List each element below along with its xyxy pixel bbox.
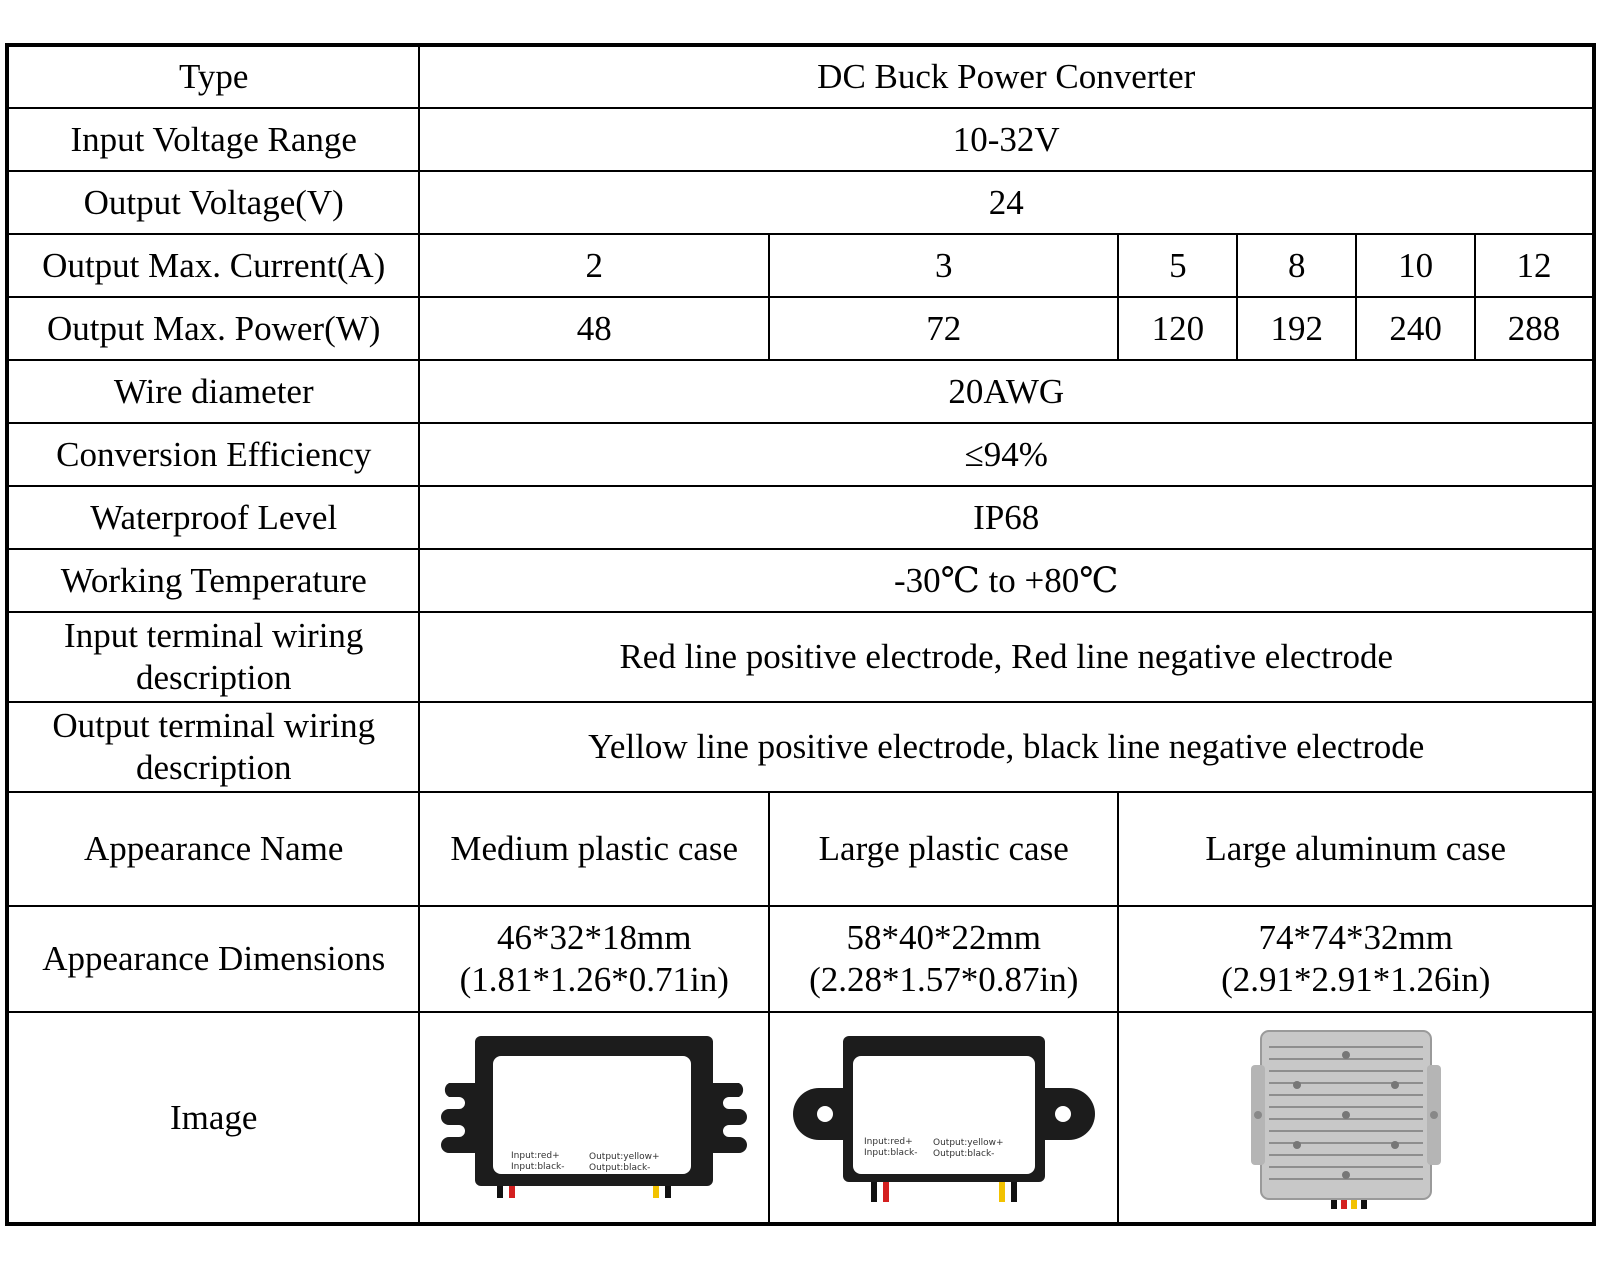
dimension-mm: 74*74*32mm	[1258, 918, 1453, 957]
row-input-wiring	[7, 612, 1594, 702]
label-output-current: Output Max. Current(A)	[7, 234, 419, 297]
label-output-voltage: Output Voltage(V)	[7, 171, 419, 234]
label-line: Output terminal wiring	[52, 706, 376, 745]
label-appearance-name: Appearance Name	[7, 792, 419, 906]
value-input-voltage: 10-32V	[419, 108, 1594, 171]
dimension-in: (2.28*1.57*0.87in)	[809, 960, 1079, 999]
value-wire-diameter: 20AWG	[419, 360, 1594, 423]
large-plastic-case-icon	[789, 1028, 1099, 1208]
aluminum-case-icon	[1201, 1025, 1511, 1211]
dimension-cell	[419, 906, 768, 1012]
label-text: Input:red+	[511, 1150, 560, 1161]
value-waterproof: IP68	[419, 486, 1594, 549]
appearance-name-cell: Large plastic case	[769, 792, 1118, 906]
row-temperature	[7, 549, 1594, 612]
label-line: Input terminal wiring	[64, 616, 364, 655]
row-output-voltage	[7, 171, 1594, 234]
row-type	[7, 45, 1594, 108]
value-type: DC Buck Power Converter	[419, 45, 1594, 108]
dimension-in: (1.81*1.26*0.71in)	[459, 960, 729, 999]
value-input-wiring: Red line positive electrode, Red line negative electrode	[419, 612, 1594, 702]
current-cell: 3	[769, 234, 1118, 297]
current-cell: 2	[419, 234, 768, 297]
power-cell: 72	[769, 297, 1118, 360]
image-cell	[1118, 1012, 1594, 1224]
image-cell	[419, 1012, 768, 1224]
label-appearance-dimensions: Appearance Dimensions	[7, 906, 419, 1012]
label-line: description	[135, 658, 292, 697]
label-line: description	[135, 748, 292, 787]
label-text: Input:black-	[511, 1161, 565, 1172]
row-output-current	[7, 234, 1594, 297]
appearance-name-cell: Medium plastic case	[419, 792, 768, 906]
label-text: Output:yellow+	[932, 1137, 1004, 1148]
row-efficiency	[7, 423, 1594, 486]
image-cell	[769, 1012, 1118, 1224]
label-text: Output:black-	[589, 1162, 651, 1173]
medium-plastic-case-icon	[439, 1028, 749, 1208]
label-text: Input:black-	[863, 1147, 918, 1158]
row-image	[7, 1012, 1594, 1224]
value-temperature: -30℃ to +80℃	[419, 549, 1594, 612]
label-input-voltage: Input Voltage Range	[7, 108, 419, 171]
row-output-wiring	[7, 702, 1594, 792]
current-cell: 12	[1475, 234, 1594, 297]
label-temperature: Working Temperature	[7, 549, 419, 612]
current-cell: 5	[1118, 234, 1237, 297]
row-waterproof	[7, 486, 1594, 549]
row-appearance-name	[7, 792, 1594, 906]
row-wire-diameter	[7, 360, 1594, 423]
label-output-wiring	[7, 702, 419, 792]
dimension-cell	[1118, 906, 1594, 1012]
label-wire-diameter: Wire diameter	[7, 360, 419, 423]
label-waterproof: Waterproof Level	[7, 486, 419, 549]
power-cell: 240	[1356, 297, 1475, 360]
dimension-mm: 58*40*22mm	[846, 918, 1041, 957]
current-cell: 8	[1237, 234, 1356, 297]
label-input-wiring	[7, 612, 419, 702]
power-cell: 48	[419, 297, 768, 360]
value-output-wiring: Yellow line positive electrode, black line negative electrode	[419, 702, 1594, 792]
value-output-voltage: 24	[419, 171, 1594, 234]
value-efficiency: ≤94%	[419, 423, 1594, 486]
label-text: Output:yellow+	[589, 1151, 660, 1162]
label-output-power: Output Max. Power(W)	[7, 297, 419, 360]
label-image: Image	[7, 1012, 419, 1224]
label-text: Input:red+	[863, 1136, 913, 1147]
power-cell: 120	[1118, 297, 1237, 360]
row-output-power	[7, 297, 1594, 360]
dimension-in: (2.91*2.91*1.26in)	[1221, 960, 1491, 999]
label-efficiency: Conversion Efficiency	[7, 423, 419, 486]
row-input-voltage	[7, 108, 1594, 171]
dimension-mm: 46*32*18mm	[497, 918, 692, 957]
label-text: Output:black-	[932, 1148, 995, 1159]
appearance-name-cell: Large aluminum case	[1118, 792, 1594, 906]
current-cell: 10	[1356, 234, 1475, 297]
label-type: Type	[7, 45, 419, 108]
power-cell: 192	[1237, 297, 1356, 360]
dimension-cell	[769, 906, 1118, 1012]
spec-table	[5, 43, 1596, 1226]
row-appearance-dimensions	[7, 906, 1594, 1012]
power-cell: 288	[1475, 297, 1594, 360]
